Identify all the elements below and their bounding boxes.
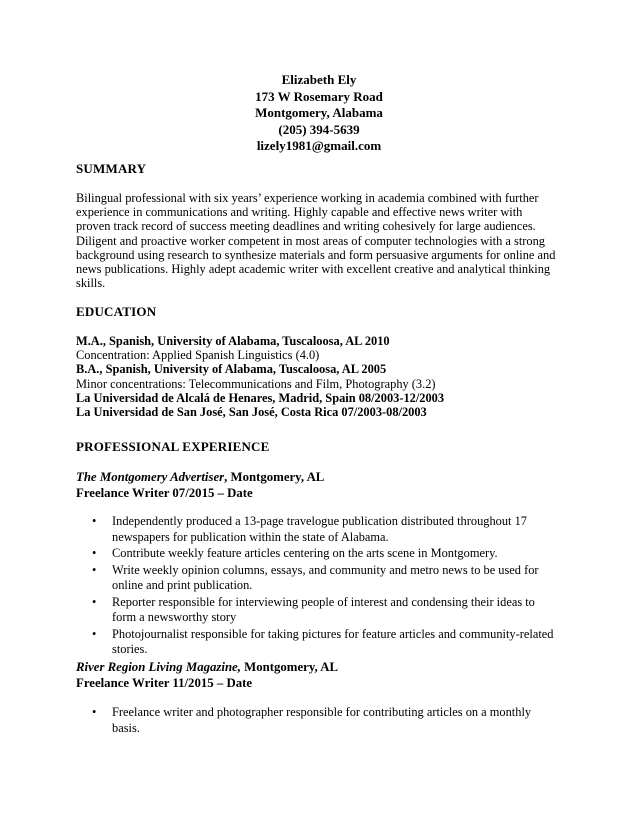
contact-header (0, 72, 638, 155)
bullet-item: • Write weekly opinion columns, essays, and community and metro news to be used for online and print publication. (92, 562, 539, 592)
bullet-icon: • (92, 594, 97, 609)
job-role: Freelance Writer 11/2015 – Date (76, 676, 253, 690)
summary-line: skills. (76, 276, 106, 291)
bullet-icon: • (92, 562, 97, 577)
experience-heading: PROFESSIONAL EXPERIENCE (76, 439, 270, 454)
employer-name: River Region Living Magazine, (76, 660, 241, 674)
education-entry: La Universidad de Alcalá de Henares, Madrid, Spain 08/2003-12/2003 (76, 390, 445, 405)
job-header (76, 659, 338, 691)
email-address: lizely1981@gmail.com (256, 138, 382, 153)
job-bullets (92, 705, 562, 737)
bullet-item: • Freelance writer and photographer responsible for contributing articles on a monthly basis. (92, 705, 532, 735)
summary-text (76, 191, 566, 290)
bullet-item: • Independently produced a 13-page travelogue publication distributed throughout 17 newspapers for publication within the state of Alabama. (92, 514, 527, 544)
education-detail: Concentration: Applied Spanish Linguistics (4.0) (76, 348, 320, 363)
education-detail: Minor concentrations: Telecommunications and Film, Photography (3.2) (76, 376, 436, 391)
education-entry: La Universidad de San José, San José, Costa Rica 07/2003-08/2003 (76, 405, 427, 420)
education-list (76, 334, 444, 419)
bullet-item: • Reporter responsible for interviewing people of interest and condensing their ideas to form a newsworthy story (92, 594, 535, 624)
candidate-name: Elizabeth Ely (281, 72, 357, 87)
employer-location: , Montgomery, AL (224, 470, 325, 484)
summary-line: Bilingual professional with six years’ experience working in academia combined with further (76, 191, 539, 205)
job-role: Freelance Writer 07/2015 – Date (76, 486, 253, 500)
summary-line: background using research to synthesize materials and form persuasive arguments for online and (76, 247, 556, 262)
summary-line: Diligent and proactive worker competent in most areas of computer technologies with a strong (76, 233, 545, 248)
summary-heading: SUMMARY (76, 161, 147, 176)
summary-line: news publications. Highly adept academic writer with excellent creative and analytical thinking (76, 262, 551, 277)
bullet-item: • Photojournalist responsible for taking pictures for feature articles and community-related stories. (92, 626, 554, 656)
education-entry: M.A., Spanish, University of Alabama, Tuscaloosa, AL 2010 (76, 334, 390, 348)
phone-number: (205) 394-5639 (278, 121, 360, 137)
street-address: 173 W Rosemary Road (255, 88, 383, 104)
summary-line: experience in communications and writing. Highly capable and effective news writer with (76, 205, 523, 220)
bullet-icon: • (92, 705, 97, 719)
employer-name: The Montgomery Advertiser (76, 470, 225, 484)
job-bullets (92, 514, 562, 659)
bullet-icon: • (92, 514, 97, 528)
education-heading: EDUCATION (76, 304, 157, 319)
job-header (76, 469, 324, 501)
bullet-icon: • (92, 626, 97, 641)
education-entry: B.A., Spanish, University of Alabama, Tuscaloosa, AL 2005 (76, 362, 387, 377)
summary-line: proven track record of success meeting deadlines and writing cohesively for large audiences. (76, 219, 536, 234)
bullet-icon: • (92, 546, 97, 560)
bullet-item: • Contribute weekly feature articles centering on the arts scene in Montgomery. (92, 546, 498, 560)
city-state: Montgomery, Alabama (255, 105, 383, 120)
employer-location: Montgomery, AL (240, 660, 338, 674)
